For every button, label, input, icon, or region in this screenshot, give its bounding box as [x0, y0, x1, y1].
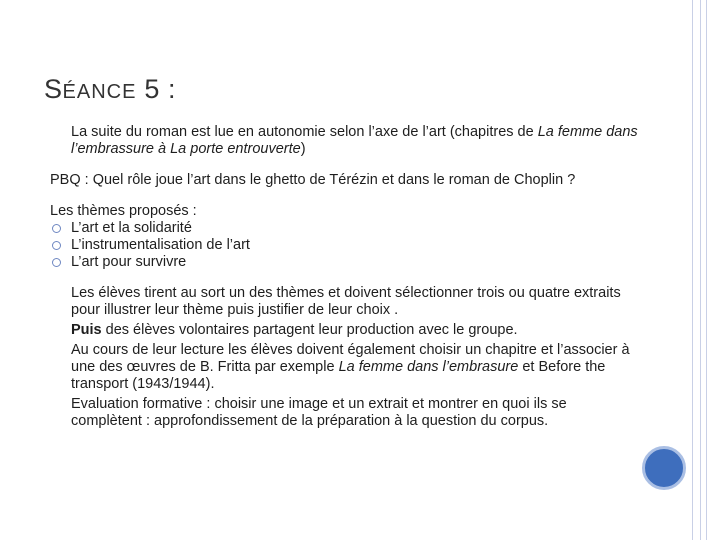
decorative-rule [706, 0, 707, 540]
bullet-circle-icon [52, 224, 61, 233]
theme-item: L’art pour survivre [50, 254, 640, 271]
paragraph-reading: La suite du roman est lue en autonomie selon l’axe de l’art (chapitres de La femme dans l’embrassure à La porte entrouverte) [71, 124, 638, 157]
paragraph-fritta: Au cours de leur lecture les élèves doivent également choisir un chapitre et l’associer à une des œuvres de B. Fritta par exemple La femme dans l’embrasure et Before the transport (1943/1944). [71, 342, 630, 392]
paragraph-evaluation: Evaluation formative : choisir une image et un extrait et montrer en quoi ils se complètent : approfondissement de la préparation à la question du corpus. [71, 396, 567, 429]
decorative-circle [642, 446, 686, 490]
paragraph-question: PBQ : Quel rôle joue l’art dans le ghetto de Térézin et dans le roman de Choplin ? [50, 172, 576, 188]
slide-title: SÉANCE 5 : [44, 74, 176, 104]
slide-body [50, 124, 640, 430]
decorative-rule [700, 0, 701, 540]
decorative-rule [692, 0, 693, 540]
theme-item: L’instrumentalisation de l’art [50, 237, 640, 254]
paragraph-students: Les élèves tirent au sort un des thèmes et doivent sélectionner trois ou quatre extraits pour illustrer leur thème puis justifier de leur choix . [71, 285, 621, 318]
bullet-circle-icon [52, 241, 61, 250]
themes-heading: Les thèmes proposés : [50, 203, 197, 219]
paragraph-sharing: Puis des élèves volontaires partagent leur production avec le groupe. [71, 322, 518, 338]
theme-item: L’art et la solidarité [50, 220, 640, 237]
bullet-circle-icon [52, 258, 61, 267]
